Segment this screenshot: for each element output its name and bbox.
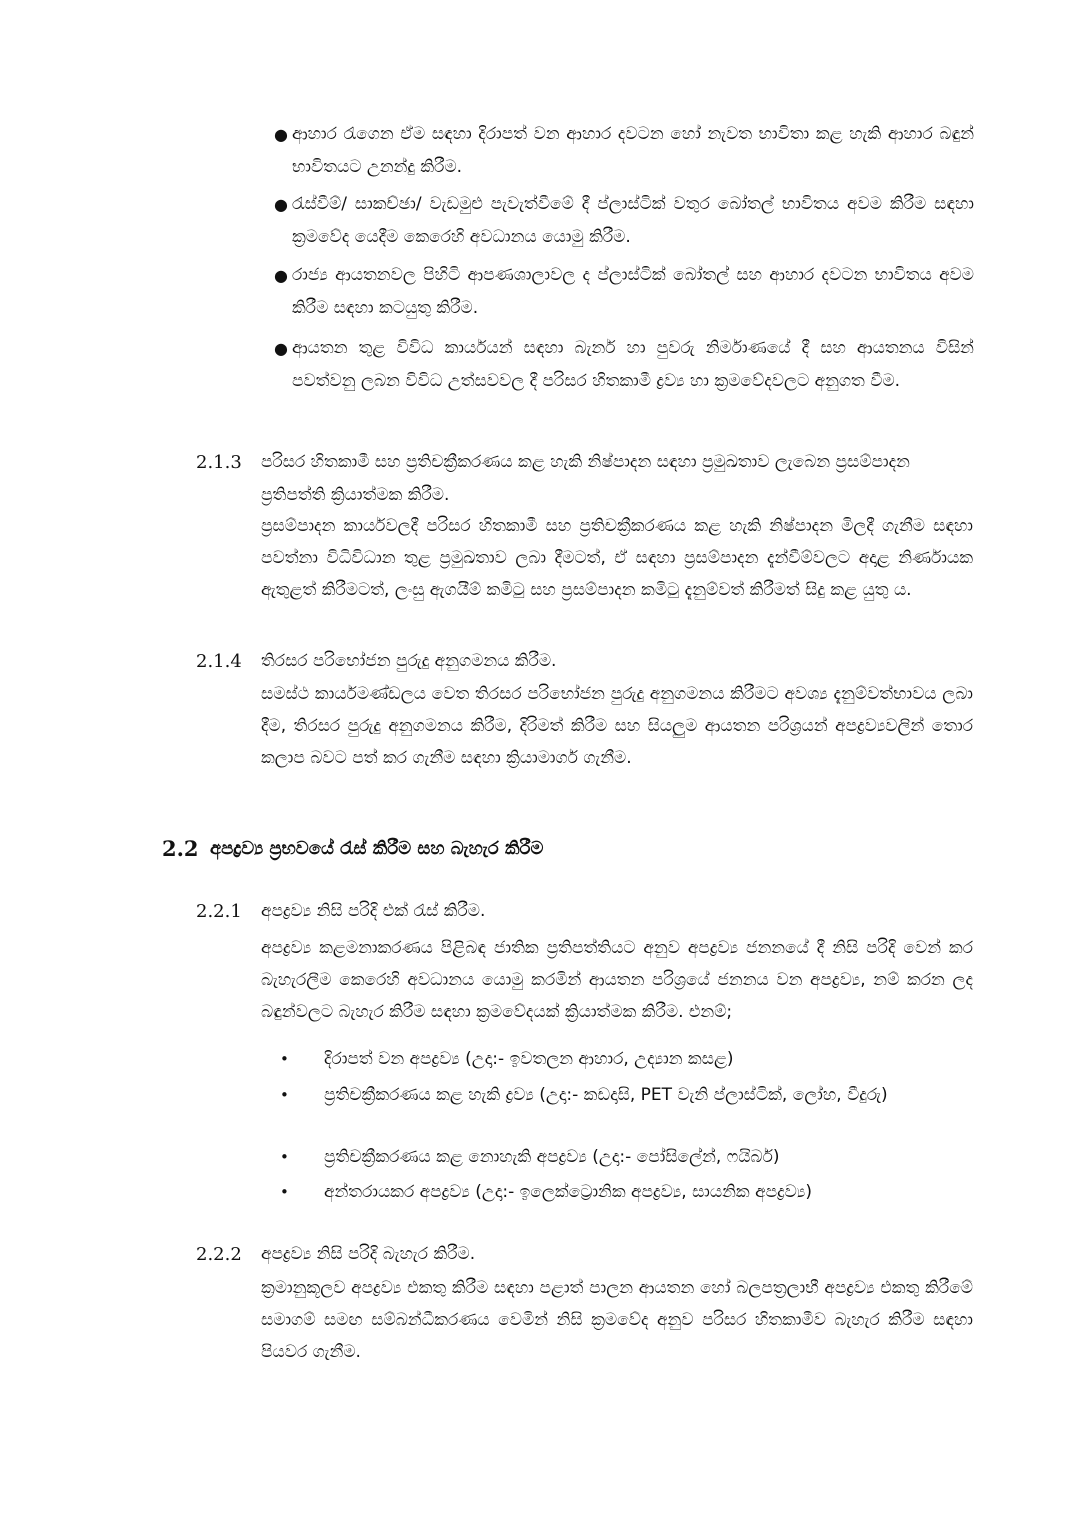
section-body: ප්‍රසම්පාදන කාර්යවලදී පරිසර හිතකාමී සහ ප්‍රතිචක්‍රීකරණය කළ හැකි නිෂ්පාදන මිලදී ගැනීම සඳහා පවත්නා විධිවිධාන තුළ ප්‍රමුඛතාව ලබා දීමටත්, ඒ සඳහා ප්‍රසම්පාදන දැන්වීම්වලට අදාළ නිර්ණායක ඇතුළත් කිරීමටත්, ලංසු ඇගයීම් කමිටු සහ ප්‍රසම්පාදන කමිටු දැනුම්වත් කිරීමත් සිදු කළ යුතු ය.: [261, 516, 973, 600]
heading-number: 2.2: [162, 836, 199, 861]
section-number: 2.1.4: [196, 651, 242, 672]
bullet-text: ආයතන තුළ විවිධ කාර්යයන් සඳහා බැනර් හා පුවරු නිර්මාණයේ දී සහ ආයතනය විසින් පවත්වනු ලබන විවිධ උත්සවවල දී පරිසර හිතකාමී ද්‍රව්‍ය හා ක්‍රමවේදවලට අනුගත වීම.: [292, 338, 974, 391]
bullet-text: ආහාර රැගෙන ඒම සඳහා දිරාපත් වන ආහාර දවටන හෝ නැවත භාවිතා කළ හැකි ආහාර බඳුන් භාවිතයට උනන්දු කිරීම.: [292, 124, 974, 177]
bullet-marker: •: [280, 1050, 289, 1068]
section-title: අපද්‍රව්‍ය නිසි පරිදි එක් රැස් කිරීම.: [261, 901, 486, 921]
heading-title: අපද්‍රව්‍ය ප්‍රභවයේ රැස් කිරීම සහ බැහැර කිරීම: [210, 838, 544, 859]
section-body: අපද්‍රව්‍ය කළමනාකරණය පිළිබඳ ජාතික ප්‍රතිපත්තියට අනුව අපද්‍රව්‍ය ජනනයේ දී නිසි පරිදි වෙන් කර බැහැරලීම කෙරෙහි අවධානය යොමු කරමින් ආයතන පරිශ්‍රයේ ජනනය වන අපද්‍රව්‍ය, නම් කරන ලද බඳුන්වලට බැහැර කිරීම සඳහා ක්‍රමවේදයක් ක්‍රියාත්මක කිරීම. එනම්;: [261, 938, 973, 1022]
bullet-item: [274, 259, 974, 325]
section-body: සමස්ථ කාර්යමණ්ඩලය වෙත තිරසර පරිභෝජන පුරුදු අනුගමනය කිරීමට අවශ්‍ය දැනුම්වත්භාවය ලබා දීම, තිරසර පුරුදු අනුගමනය කිරීම, දිරිමත් කිරීම සහ සියලුම ආයතන පරිශ්‍රයන් අපද්‍රව්‍යවලින් තොර කලාප බවට පත් කර ගැනීම සඳහා ක්‍රියාමාර්ග ගැනීම.: [261, 684, 973, 768]
section-number: 2.2.2: [196, 1244, 242, 1265]
section-number: 2.1.3: [196, 452, 242, 473]
list-item-text: ප්‍රතිචක්‍රීකරණය කළ නොහැකි අපද්‍රව්‍ය (උදා:- පෝසිලේන්, ෆයිබර්): [324, 1147, 780, 1167]
section-body: ක්‍රමානුකූලව අපද්‍රව්‍ය එකතු කිරීම සඳහා පළාත් පාලන ආයතන හෝ බලපත්‍රලාභී අපද්‍රව්‍ය එකතු කිරීමේ සමාගම් සමඟ සම්බන්ධීකරණය වෙමින් නිසි ක්‍රමවේද අනුව පරිසර හිතකාමීව බැහැර කිරීම සඳහා පියවර ගැනීම.: [261, 1278, 973, 1362]
bullet-marker: •: [280, 1183, 289, 1201]
bullet-marker: ●: [274, 195, 288, 214]
section-number: 2.2.1: [196, 901, 242, 922]
bullet-item: [274, 118, 974, 184]
bullet-marker: •: [280, 1086, 289, 1104]
list-item-text: අන්තරායකර අපද්‍රව්‍ය (උදා:- ඉලෙක්ට්‍රොනික අපද්‍රව්‍ය, සායනික අපද්‍රව්‍ය): [324, 1182, 812, 1202]
bullet-text: රැස්වීම්/ සාකච්ඡා/ වැඩමුළු පැවැත්වීමේ දී ප්ලාස්ටික් වතුර බෝතල් භාවිතය අවම කිරීම සඳහා ක්‍රමවේද යෙදීම කෙරෙහි අවධානය යොමු කිරීම.: [292, 194, 974, 247]
list-item-text: ප්‍රතිචක්‍රීකරණය කළ හැකි ද්‍රව්‍ය (උදා:- කඩදාසි, PET වැනි ප්ලාස්ටික්, ලෝහ, වීදුරු): [324, 1085, 888, 1105]
bullet-marker: ●: [274, 125, 288, 144]
section-title: අපද්‍රව්‍ය නිසි පරිදි බැහැර කිරීම.: [261, 1244, 476, 1264]
bullet-marker: ●: [274, 266, 288, 285]
bullet-marker: •: [280, 1148, 289, 1166]
bullet-marker: ●: [274, 339, 288, 358]
bullet-item: [274, 188, 974, 254]
list-item: [280, 1080, 970, 1110]
list-item-text: දිරාපත් වන අපද්‍රව්‍ය (උදා:- ඉවතලන ආහාර, උද්‍යාන කසළ): [324, 1049, 734, 1069]
bullet-text: රාජ්‍ය ආයතනවල පිහිටි ආපණශාලාවල ද ප්ලාස්ටික් බෝතල් සහ ආහාර දවටන භාවිතය අවම කිරීම සඳහා කටයුතු කිරීම.: [292, 265, 974, 318]
list-item: [280, 1044, 970, 1074]
list-item: [280, 1177, 970, 1207]
bullet-item: [274, 332, 974, 398]
section-title: පරිසර හිතකාමී සහ ප්‍රතිචක්‍රීකරණය කළ හැකි නිෂ්පාදන සඳහා ප්‍රමුඛතාව ලැබෙන ප්‍රසම්පාදන ප්‍රතිපත්ති ක්‍රියාත්මක කිරීම.: [261, 452, 910, 505]
section-title: තිරසර පරිභෝජන පුරුදු අනුගමනය කිරීම.: [261, 651, 557, 671]
list-item: [280, 1142, 970, 1172]
